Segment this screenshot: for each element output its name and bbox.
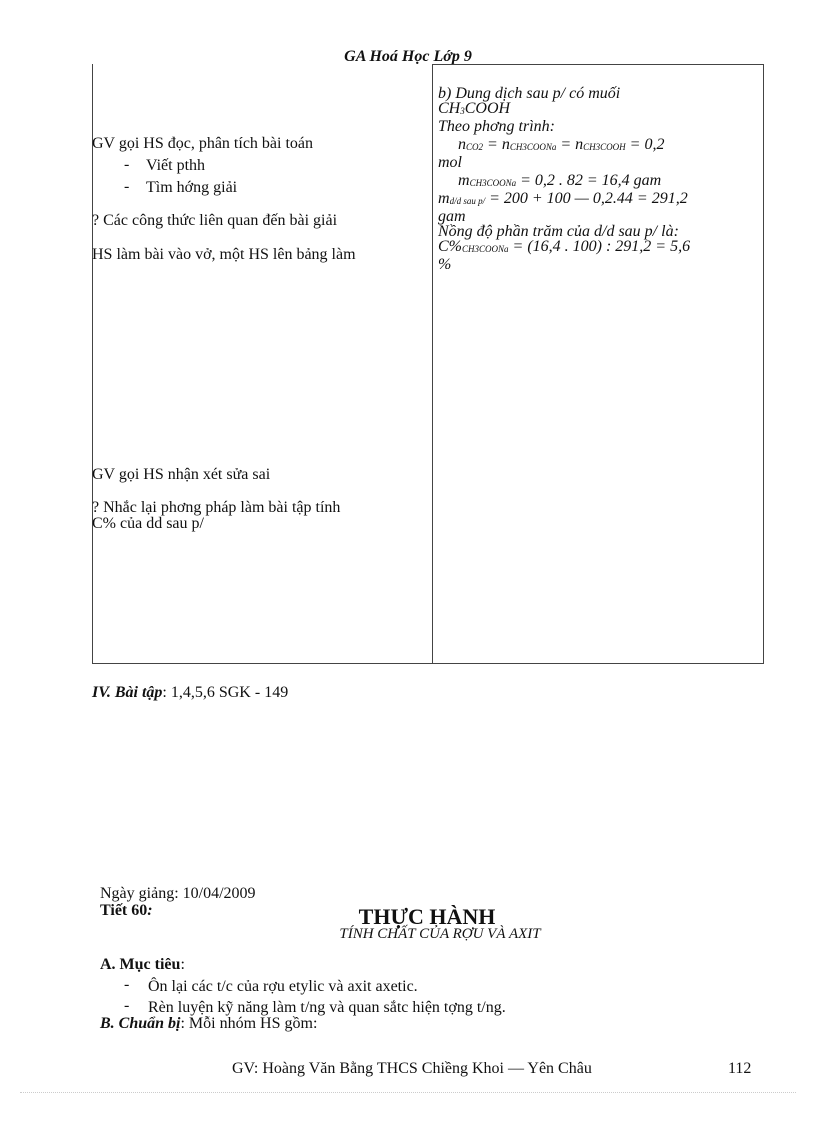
header-title: GA Hoá Học Lớp 9: [344, 48, 472, 65]
objective-heading: A. Mục tiêu:: [100, 956, 185, 973]
lesson-title: THỰC HÀNH: [358, 904, 496, 929]
bullet-dash-icon: -: [124, 997, 130, 1014]
left-line-read: GV gọi HS đọc, phân tích bài toán: [92, 135, 314, 152]
left-question-formulas: ? Các công thức liên quan đến bài giải: [92, 212, 338, 229]
solution-line: gam: [438, 208, 466, 225]
solution-equation: $m_{CH3COONa} = 0,2$ . 82 = 16,4 gam: [458, 172, 662, 189]
solution-line: Theo phơng trình:: [438, 118, 555, 135]
page-number: 112: [728, 1060, 752, 1077]
solution-line: mol: [438, 154, 462, 171]
lesson-subtitle: TÍNH CHẤT CỦA RỢU VÀ AXIT: [339, 926, 541, 942]
objective-item: Ôn lại các t/c của rợu etylic và axit axetic.: [148, 978, 418, 995]
lesson-period: Tiết 60:: [100, 902, 153, 919]
solution-block: [438, 86, 760, 272]
objective-item: Rèn luyện kỹ năng làm t/ng và quan sắtc hiện tợng t/ng.: [148, 999, 506, 1016]
solution-line: $CH_3COOH$: [438, 100, 511, 117]
bullet-dash-icon: -: [124, 156, 130, 173]
solution-line: b) Dung dịch sau p/ có muối: [438, 85, 621, 102]
solution-line: %: [438, 256, 452, 273]
left-line-work: HS làm bài vào vở, một HS lên bảng làm: [92, 246, 356, 263]
table-top-border: [432, 64, 764, 65]
solution-equation: $m_{d/d sau p/} = 200 + 100$ — 0,2.44 = 291,2: [438, 190, 688, 207]
solution-line: Nồng độ phần trăm của d/d sau p/ là:: [438, 223, 679, 240]
footer-author: GV: Hoàng Văn Bằng THCS Chiềng Khoi — Yên Châu: [232, 1060, 592, 1077]
table-column-divider: [432, 64, 433, 664]
bullet-item: Viết pthh: [146, 157, 206, 174]
left-line-review: GV gọi HS nhận xét sửa sai: [92, 466, 271, 483]
bullet-dash-icon: -: [124, 178, 130, 195]
prep-heading: B. Chuẩn bị: Mỗi nhóm HS gồm:: [100, 1015, 318, 1032]
solution-equation: $n_{CO2} = n_{CH3COONa} = n_{CH3COOH} = 0,2$: [458, 136, 665, 153]
bullet-dash-icon: -: [124, 976, 130, 993]
left-question-method: ? Nhắc lại phơng pháp làm bài tập tính C% của dd sau p/: [92, 499, 341, 532]
footer-dotted-rule: [20, 1092, 796, 1093]
solution-equation: $C\%_{CH3COONa} = (16,4$ . 100) : 291,2 = 5,6: [438, 238, 691, 255]
exercise-line: IV. Bài tập: 1,4,5,6 SGK - 149: [92, 684, 289, 701]
bullet-item: Tìm hớng giải: [146, 179, 238, 196]
lesson-date: Ngày giảng: 10/04/2009: [100, 885, 256, 902]
